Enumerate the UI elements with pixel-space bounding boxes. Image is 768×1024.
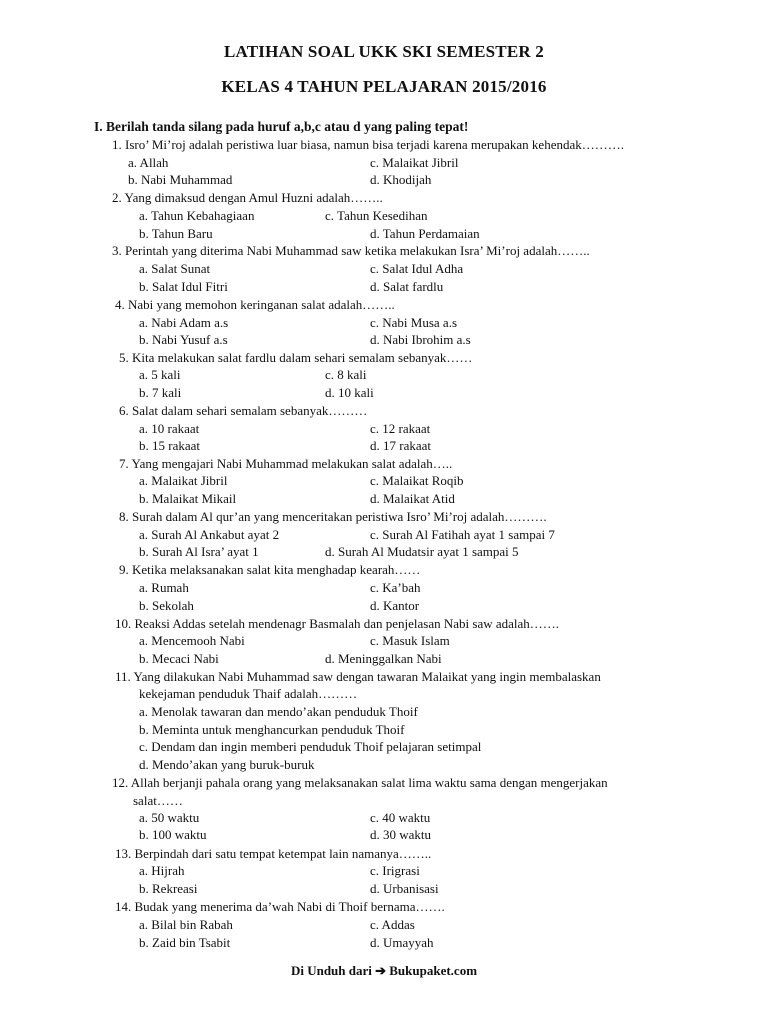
question-text: 13. Berpindah dari satu tempat ketempat lain namanya…….. (115, 846, 432, 861)
option-c: c. Surah Al Fatihah ayat 1 sampai 7 (370, 527, 555, 542)
question-text: 14. Budak yang menerima da’wah Nabi di Thoif bernama……. (115, 899, 445, 914)
option-b: b. Malaikat Mikail (139, 491, 237, 506)
option-a: a. Hijrah (139, 863, 185, 878)
option-d: d. Malaikat Atid (370, 491, 455, 506)
option-d: d. Salat fardlu (370, 279, 444, 294)
option-c: c. Malaikat Jibril (370, 155, 459, 170)
option-c: c. 12 rakaat (370, 421, 431, 436)
option-c: c. 40 waktu (370, 810, 431, 825)
option-b: b. 15 rakaat (139, 438, 201, 453)
option-d: d. Tahun Perdamaian (370, 226, 480, 241)
option-b: b. Mecaci Nabi (139, 651, 219, 666)
option-d: d. 30 waktu (370, 827, 432, 842)
question-text: 10. Reaksi Addas setelah mendenagr Basmalah dan penjelasan Nabi saw adalah……. (115, 616, 560, 631)
option-c: c. Irigrasi (370, 863, 420, 878)
option-b: b. 7 kali (139, 385, 182, 400)
question-text: 1. Isro’ Mi’roj adalah peristiwa luar biasa, namun bisa terjadi karena merupakan kehendak………. (112, 137, 624, 152)
option-a: a. 5 kali (139, 367, 181, 382)
option-c: c. 8 kali (325, 367, 367, 382)
option-a: a. Rumah (139, 580, 189, 595)
option-d: d. Meninggalkan Nabi (325, 651, 442, 666)
option-c: c. Malaikat Roqib (370, 473, 464, 488)
option-c: c. Addas (370, 917, 415, 932)
option-b: b. Tahun Baru (139, 226, 213, 241)
option-a: a. Mencemooh Nabi (139, 633, 245, 648)
option-b: b. Rekreasi (139, 881, 198, 896)
question-text: 12. Allah berjanji pahala orang yang melaksanakan salat lima waktu sama dengan mengerjakan (112, 775, 608, 790)
question-text: 7. Yang mengajari Nabi Muhammad melakukan salat adalah….. (119, 456, 453, 471)
option-b: b. Salat Idul Fitri (139, 279, 228, 294)
option-d: d. Surah Al Mudatsir ayat 1 sampai 5 (325, 544, 519, 559)
option-d: d. Umayyah (370, 935, 434, 950)
option-a: a. Nabi Adam a.s (139, 315, 229, 330)
question-text: 8. Surah dalam Al qur’an yang menceritakan peristiwa Isro’ Mi’roj adalah………. (119, 509, 547, 524)
question-text: 11. Yang dilakukan Nabi Muhammad saw dengan tawaran Malaikat yang ingin membalaskan (115, 669, 601, 684)
option-a: a. 50 waktu (139, 810, 200, 825)
option-d: d. Kantor (370, 598, 420, 613)
option-d: d. 17 rakaat (370, 438, 432, 453)
page-subtitle: KELAS 4 TAHUN PELAJARAN 2015/2016 (221, 77, 547, 96)
option-d: d. Mendo’akan yang buruk-buruk (139, 757, 315, 772)
question-text: 9. Ketika melaksanakan salat kita menghadap kearah…… (119, 562, 421, 577)
option-c: c. Dendam dan ingin memberi penduduk Thoif pelajaran setimpal (139, 739, 482, 754)
option-a: a. Menolak tawaran dan mendo’akan penduduk Thoif (139, 704, 418, 719)
option-a: a. Bilal bin Rabah (139, 917, 233, 932)
option-a: a. 10 rakaat (139, 421, 200, 436)
option-a: a. Malaikat Jibril (139, 473, 228, 488)
option-b: b. Sekolah (139, 598, 194, 613)
option-b: b. Zaid bin Tsabit (139, 935, 231, 950)
option-b: b. 100 waktu (139, 827, 207, 842)
question-text-continued: kekejaman penduduk Thaif adalah……… (139, 686, 358, 701)
option-c: c. Nabi Musa a.s (370, 315, 458, 330)
option-c: c. Ka’bah (370, 580, 421, 595)
option-b: b. Nabi Muhammad (128, 172, 233, 187)
option-a: a. Surah Al Ankabut ayat 2 (139, 527, 280, 542)
option-c: c. Tahun Kesedihan (325, 208, 428, 223)
option-a: a. Allah (128, 155, 169, 170)
option-b: b. Meminta untuk menghancurkan penduduk Thoif (139, 722, 405, 737)
footer-source: Di Unduh dari ➔ Bukupaket.com (290, 963, 478, 978)
option-a: a. Salat Sunat (139, 261, 211, 276)
option-c: c. Salat Idul Adha (370, 261, 464, 276)
option-b: b. Nabi Yusuf a.s (139, 332, 228, 347)
question-text: 2. Yang dimaksud dengan Amul Huzni adalah…….. (112, 190, 383, 205)
option-d: d. Khodijah (370, 172, 432, 187)
option-b: b. Surah Al Isra’ ayat 1 (139, 544, 259, 559)
question-text: 6. Salat dalam sehari semalam sebanyak……… (119, 403, 368, 418)
option-d: d. Nabi Ibrohim a.s (370, 332, 471, 347)
question-text: 3. Perintah yang diterima Nabi Muhammad saw ketika melakukan Isra’ Mi’roj adalah…….. (112, 243, 590, 258)
page-title: LATIHAN SOAL UKK SKI SEMESTER 2 (224, 42, 544, 61)
question-text-continued: salat…… (133, 793, 183, 808)
question-text: 4. Nabi yang memohon keringanan salat adalah…….. (115, 297, 395, 312)
section-instruction: I. Berilah tanda silang pada huruf a,b,c atau d yang paling tepat! (94, 119, 469, 134)
option-a: a. Tahun Kebahagiaan (139, 208, 255, 223)
question-text: 5. Kita melakukan salat fardlu dalam sehari semalam sebanyak…… (119, 350, 473, 365)
option-d: d. 10 kali (325, 385, 374, 400)
option-d: d. Urbanisasi (370, 881, 439, 896)
option-c: c. Masuk Islam (370, 633, 450, 648)
